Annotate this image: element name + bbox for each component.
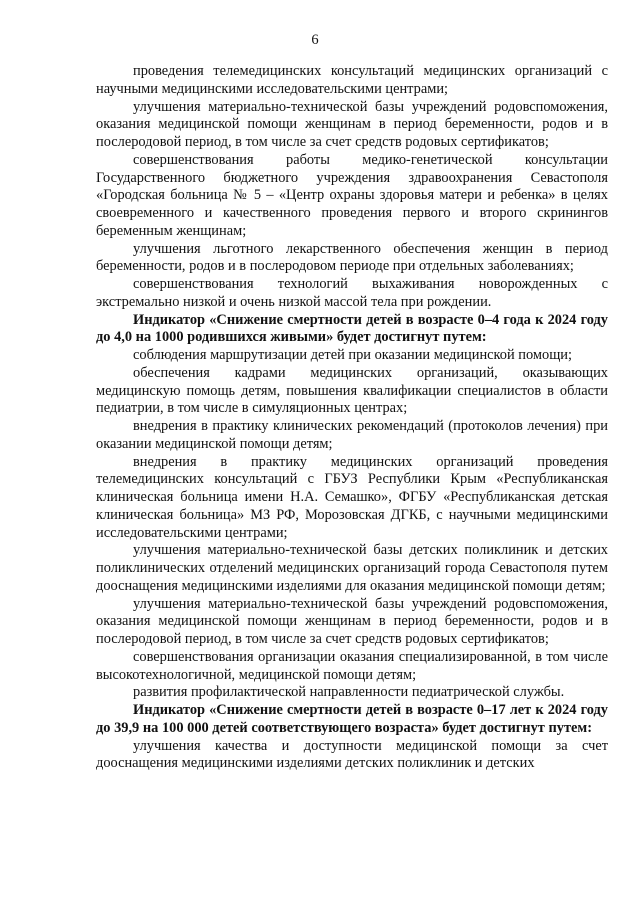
- body-paragraph: улучшения льготного лекарственного обеспечения женщин в период беременности, родов и в послеродовом периоде при отдельных заболеваниях;: [96, 240, 608, 275]
- body-paragraph: совершенствования технологий выхаживания новорожденных с экстремально низкой и очень низкой массой тела при рождении.: [96, 276, 608, 310]
- body-paragraph: проведения телемедицинских консультаций медицинских организаций с научными медицинскими исследовательскими центрами;: [96, 63, 608, 97]
- page-number: 6: [311, 32, 319, 48]
- document-body: [96, 63, 608, 773]
- body-paragraph: внедрения в практику клинических рекомендаций (протоколов лечения) при оказании медицинской помощи детям;: [96, 418, 608, 452]
- indicator-paragraph: Индикатор «Снижение смертности детей в возрасте 0–17 лет к 2024 году до 39,9 на 100 000 детей соответствующего возраста» будет достигнут путем:: [96, 702, 608, 736]
- body-paragraph: улучшения материально-технической базы учреждений родовспоможения, оказания медицинской помощи женщинам в период беременности, родов и в послеродовой период, в том числе за счет средств родовых сертификатов;: [96, 98, 608, 150]
- indicator-paragraph: Индикатор «Снижение смертности детей в возрасте 0–4 года к 2024 году до 4,0 на 1000 родившихся живыми» будет достигнут путем:: [96, 311, 608, 346]
- body-paragraph: совершенствования организации оказания специализированной, в том числе высокотехнологичной, медицинской помощи детям;: [96, 648, 608, 683]
- body-paragraph: совершенствования работы медико-генетической консультации Государственного бюджетного учреждения здравоохранения Севастополя «Городская больница № 5 – «Центр охраны здоровья матери и ребенка» в целях своевременного и качественного проведения первого и второго скринингов беременным женщинам;: [96, 151, 608, 239]
- body-paragraph: развития профилактической направленности педиатрической службы.: [133, 684, 565, 701]
- body-paragraph: улучшения материально-технической базы детских поликлиник и детских поликлинических отделений медицинских организаций города Севастополя путем дооснащения медицинскими изделиями для оказания медицинской помощи детям;: [96, 542, 608, 594]
- body-paragraph: внедрения в практику медицинских организаций проведения телемедицинских консультаций с ГБУЗ Республики Крым «Республиканская клиническая больница имени Н.А. Семашко», ФГБУ «Республиканская детская клиническая больница» МЗ РФ, Морозовская ДГКБ, с научными медицинскими исследовательскими центрами;: [96, 453, 608, 541]
- body-paragraph: улучшения качества и доступности медицинской помощи за счет дооснащения медицинскими изделиями детских поликлиник и детских: [96, 737, 608, 772]
- body-paragraph: соблюдения маршрутизации детей при оказании медицинской помощи;: [133, 347, 572, 363]
- body-paragraph: улучшения материально-технической базы учреждений родовспоможения, оказания медицинской помощи женщинам в период беременности, родов и в послеродовой период, в том числе за счет средств родовых сертификатов;: [96, 595, 608, 647]
- body-paragraph: обеспечения кадрами медицинских организаций, оказывающих медицинскую помощь детям, повышения квалификации специалистов в области педиатрии, в том числе в симуляционных центрах;: [96, 364, 608, 417]
